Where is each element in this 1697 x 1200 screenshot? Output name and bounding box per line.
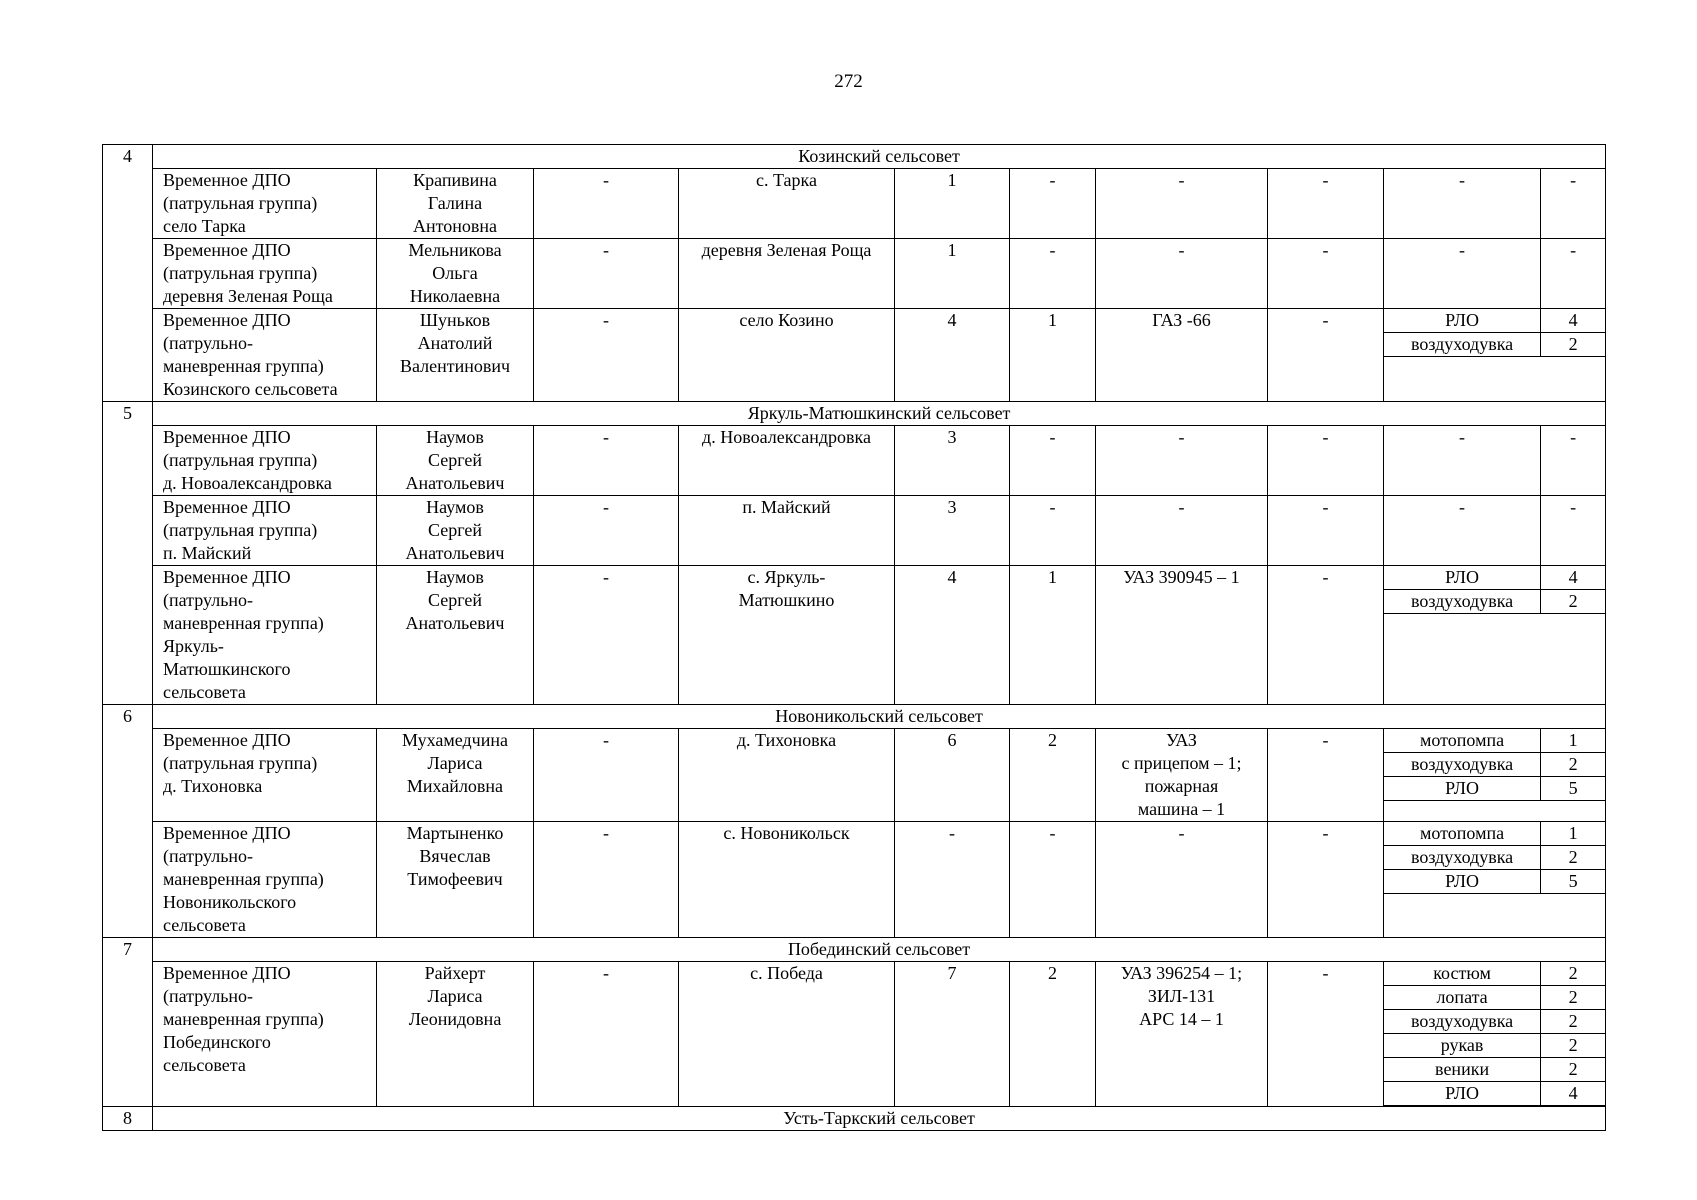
contact-cell: - xyxy=(534,729,679,822)
equipment-name: РЛО xyxy=(1384,566,1541,590)
equipment-filler-name xyxy=(1384,614,1541,615)
contact-cell: - xyxy=(534,426,679,496)
table-row xyxy=(103,169,1606,239)
equipment-count-cell: - xyxy=(1541,169,1606,239)
equipment-count-cell: - xyxy=(1541,239,1606,309)
equipment-filler xyxy=(1384,357,1605,358)
section-number: 4 xyxy=(103,145,153,402)
equipment-cell xyxy=(1384,822,1606,938)
vehicle-cell: - xyxy=(1096,426,1268,496)
section-title: Усть-Таркский сельсовет xyxy=(153,1107,1606,1131)
equipment-name: воздуходувка xyxy=(1384,846,1541,870)
equipment-filler-count xyxy=(1541,801,1606,802)
extra-cell: - xyxy=(1268,729,1384,822)
section-row xyxy=(103,938,1606,962)
equipment-item xyxy=(1384,590,1605,614)
equipment-name-cell: - xyxy=(1384,426,1541,496)
extra-cell: - xyxy=(1268,962,1384,1107)
organization-cell: Временное ДПО (патрульная группа) д. Тихоновка xyxy=(153,729,377,822)
equipment-list xyxy=(1384,309,1605,357)
equipment-name-cell: - xyxy=(1384,169,1541,239)
organization-cell: Временное ДПО (патрульно- маневренная группа) Новоникольского сельсовета xyxy=(153,822,377,938)
equipment-count: 4 xyxy=(1541,309,1606,333)
people-count-cell: 4 xyxy=(895,566,1010,705)
equipment-item xyxy=(1384,822,1605,846)
extra-cell: - xyxy=(1268,169,1384,239)
vehicle-cell: ГАЗ -66 xyxy=(1096,309,1268,402)
equipment-name: воздуходувка xyxy=(1384,590,1541,614)
equipment-name: лопата xyxy=(1384,986,1541,1010)
extra-cell: - xyxy=(1268,822,1384,938)
section-row xyxy=(103,1107,1606,1131)
equipment-name: РЛО xyxy=(1384,309,1541,333)
section-row xyxy=(103,145,1606,169)
equipment-cell xyxy=(1384,729,1606,822)
equipment-name: мотопомпа xyxy=(1384,822,1541,846)
vehicle-count-cell: 2 xyxy=(1010,962,1096,1107)
equipment-item xyxy=(1384,870,1605,894)
vehicle-count-cell: 2 xyxy=(1010,729,1096,822)
vehicle-cell: УАЗ 390945 – 1 xyxy=(1096,566,1268,705)
equipment-filler-name xyxy=(1384,894,1541,895)
extra-cell: - xyxy=(1268,566,1384,705)
equipment-filler-count xyxy=(1541,357,1606,358)
equipment-count: 2 xyxy=(1541,986,1606,1010)
head-cell: Мельникова Ольга Николаевна xyxy=(377,239,534,309)
vehicle-cell: УАЗ 396254 – 1; ЗИЛ-131 АРС 14 – 1 xyxy=(1096,962,1268,1107)
equipment-count: 1 xyxy=(1541,729,1606,753)
equipment-filler-name xyxy=(1384,801,1541,802)
equipment-item xyxy=(1384,962,1605,986)
head-cell: Шуньков Анатолий Валентинович xyxy=(377,309,534,402)
equipment-item xyxy=(1384,753,1605,777)
vehicle-cell: - xyxy=(1096,239,1268,309)
place-cell: село Козино xyxy=(679,309,895,402)
people-count-cell: 7 xyxy=(895,962,1010,1107)
contact-cell: - xyxy=(534,169,679,239)
people-count-cell: - xyxy=(895,822,1010,938)
head-cell: Мухамедчина Лариса Михайловна xyxy=(377,729,534,822)
equipment-list xyxy=(1384,566,1605,614)
organization-cell: Временное ДПО (патрульно- маневренная группа) Побединского сельсовета xyxy=(153,962,377,1107)
equipment-count: 4 xyxy=(1541,1082,1606,1106)
people-count-cell: 3 xyxy=(895,496,1010,566)
equipment-list xyxy=(1384,962,1605,1106)
table-row xyxy=(103,962,1606,1107)
equipment-count: 4 xyxy=(1541,566,1606,590)
equipment-item xyxy=(1384,986,1605,1010)
equipment-item xyxy=(1384,1034,1605,1058)
table-row xyxy=(103,239,1606,309)
equipment-filler-count xyxy=(1541,894,1606,895)
section-row xyxy=(103,402,1606,426)
contact-cell: - xyxy=(534,566,679,705)
equipment-item xyxy=(1384,333,1605,357)
equipment-count: 2 xyxy=(1541,590,1606,614)
equipment-name: РЛО xyxy=(1384,1082,1541,1106)
people-count-cell: 3 xyxy=(895,426,1010,496)
section-title: Новоникольский сельсовет xyxy=(153,705,1606,729)
contact-cell: - xyxy=(534,962,679,1107)
table-row xyxy=(103,822,1606,938)
place-cell: с. Новоникольск xyxy=(679,822,895,938)
equipment-item xyxy=(1384,566,1605,590)
head-cell: Крапивина Галина Антоновна xyxy=(377,169,534,239)
equipment-name-cell: - xyxy=(1384,496,1541,566)
table-row xyxy=(103,566,1606,705)
place-cell: деревня Зеленая Роща xyxy=(679,239,895,309)
section-title: Побединский сельсовет xyxy=(153,938,1606,962)
equipment-filler-count xyxy=(1541,614,1606,615)
section-row xyxy=(103,705,1606,729)
organization-cell: Временное ДПО (патрульная группа) п. Майский xyxy=(153,496,377,566)
organization-cell: Временное ДПО (патрульная группа) д. Новоалександровка xyxy=(153,426,377,496)
vehicle-count-cell: - xyxy=(1010,426,1096,496)
section-number: 7 xyxy=(103,938,153,1107)
equipment-name-cell: - xyxy=(1384,239,1541,309)
organization-cell: Временное ДПО (патрульно- маневренная группа) Козинского сельсовета xyxy=(153,309,377,402)
head-cell: Наумов Сергей Анатольевич xyxy=(377,426,534,496)
section-title: Яркуль-Матюшкинский сельсовет xyxy=(153,402,1606,426)
equipment-filler-name xyxy=(1384,357,1541,358)
contact-cell: - xyxy=(534,496,679,566)
equipment-cell xyxy=(1384,962,1606,1107)
vehicle-cell: УАЗ с прицепом – 1; пожарная машина – 1 xyxy=(1096,729,1268,822)
vehicle-count-cell: - xyxy=(1010,822,1096,938)
equipment-name: рукав xyxy=(1384,1034,1541,1058)
equipment-name: веники xyxy=(1384,1058,1541,1082)
equipment-name: РЛО xyxy=(1384,870,1541,894)
place-cell: с. Яркуль- Матюшкино xyxy=(679,566,895,705)
people-count-cell: 1 xyxy=(895,169,1010,239)
equipment-count-cell: - xyxy=(1541,496,1606,566)
organization-cell: Временное ДПО (патрульная группа) деревня Зеленая Роща xyxy=(153,239,377,309)
equipment-item xyxy=(1384,729,1605,753)
people-count-cell: 4 xyxy=(895,309,1010,402)
head-cell: Мартыненко Вячеслав Тимофеевич xyxy=(377,822,534,938)
equipment-name: мотопомпа xyxy=(1384,729,1541,753)
equipment-name: воздуходувка xyxy=(1384,753,1541,777)
vehicle-count-cell: - xyxy=(1010,169,1096,239)
head-cell: Наумов Сергей Анатольевич xyxy=(377,496,534,566)
equipment-name: воздуходувка xyxy=(1384,1010,1541,1034)
vehicle-count-cell: 1 xyxy=(1010,309,1096,402)
equipment-item xyxy=(1384,1082,1605,1106)
equipment-count-cell: - xyxy=(1541,426,1606,496)
vehicle-count-cell: 1 xyxy=(1010,566,1096,705)
vehicle-cell: - xyxy=(1096,822,1268,938)
equipment-name: воздуходувка xyxy=(1384,333,1541,357)
contact-cell: - xyxy=(534,822,679,938)
equipment-list xyxy=(1384,822,1605,894)
equipment-cell xyxy=(1384,566,1606,705)
head-cell: Райхерт Лариса Леонидовна xyxy=(377,962,534,1107)
place-cell: п. Майский xyxy=(679,496,895,566)
equipment-count: 2 xyxy=(1541,1010,1606,1034)
page-number: 272 xyxy=(834,71,863,92)
people-count-cell: 6 xyxy=(895,729,1010,822)
equipment-name: РЛО xyxy=(1384,777,1541,801)
equipment-count: 2 xyxy=(1541,846,1606,870)
equipment-item xyxy=(1384,846,1605,870)
table-row xyxy=(103,426,1606,496)
place-cell: с. Тарка xyxy=(679,169,895,239)
equipment-count: 1 xyxy=(1541,822,1606,846)
organization-cell: Временное ДПО (патрульно- маневренная группа) Яркуль- Матюшкинского сельсовета xyxy=(153,566,377,705)
equipment-filler xyxy=(1384,894,1605,895)
table-row xyxy=(103,496,1606,566)
equipment-item xyxy=(1384,777,1605,801)
equipment-cell xyxy=(1384,309,1606,402)
head-cell: Наумов Сергей Анатольевич xyxy=(377,566,534,705)
equipment-filler xyxy=(1384,614,1605,615)
fire-brigades-table xyxy=(102,144,1606,1131)
section-title: Козинский сельсовет xyxy=(153,145,1606,169)
equipment-item xyxy=(1384,1058,1605,1082)
table-row xyxy=(103,309,1606,402)
extra-cell: - xyxy=(1268,426,1384,496)
extra-cell: - xyxy=(1268,239,1384,309)
equipment-count: 2 xyxy=(1541,1034,1606,1058)
equipment-count: 2 xyxy=(1541,962,1606,986)
place-cell: с. Победа xyxy=(679,962,895,1107)
equipment-name: костюм xyxy=(1384,962,1541,986)
section-number: 5 xyxy=(103,402,153,705)
table-row xyxy=(103,729,1606,822)
section-number: 8 xyxy=(103,1107,153,1131)
extra-cell: - xyxy=(1268,496,1384,566)
vehicle-cell: - xyxy=(1096,496,1268,566)
equipment-list xyxy=(1384,729,1605,801)
equipment-item xyxy=(1384,1010,1605,1034)
organization-cell: Временное ДПО (патрульная группа) село Тарка xyxy=(153,169,377,239)
equipment-count: 2 xyxy=(1541,1058,1606,1082)
place-cell: д. Новоалександровка xyxy=(679,426,895,496)
equipment-filler xyxy=(1384,801,1605,802)
equipment-count: 5 xyxy=(1541,777,1606,801)
people-count-cell: 1 xyxy=(895,239,1010,309)
section-number: 6 xyxy=(103,705,153,938)
contact-cell: - xyxy=(534,309,679,402)
equipment-count: 5 xyxy=(1541,870,1606,894)
equipment-count: 2 xyxy=(1541,333,1606,357)
vehicle-count-cell: - xyxy=(1010,239,1096,309)
vehicle-cell: - xyxy=(1096,169,1268,239)
vehicle-count-cell: - xyxy=(1010,496,1096,566)
place-cell: д. Тихоновка xyxy=(679,729,895,822)
contact-cell: - xyxy=(534,239,679,309)
equipment-count: 2 xyxy=(1541,753,1606,777)
extra-cell: - xyxy=(1268,309,1384,402)
equipment-item xyxy=(1384,309,1605,333)
